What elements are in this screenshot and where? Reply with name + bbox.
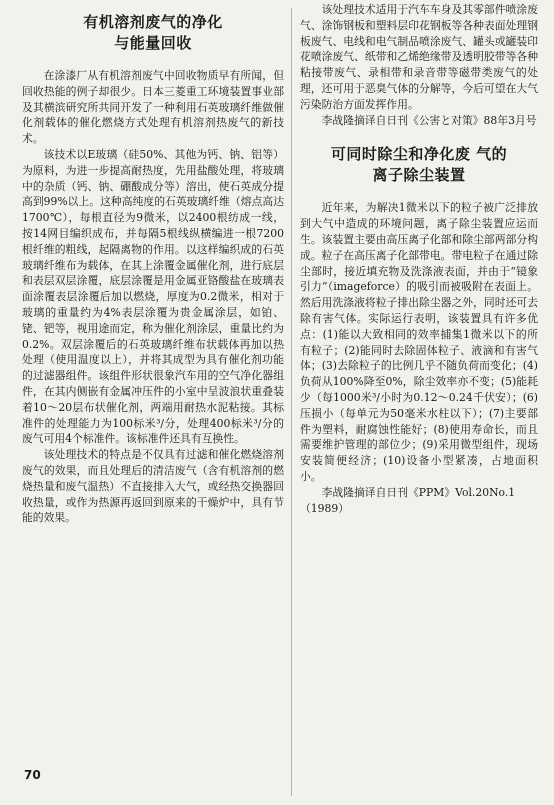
article1-paragraph: 该处理技术的特点是不仅具有过滤和催化燃烧溶剂废气的效果，而且处理后的清洁废气（含有机溶剂的燃烧热量和废气温热）不直接排入大气，或经热交换器回收热量，或作为热源再返回到原来的干燥炉中，具有节能的效果。 xyxy=(22,448,284,525)
article1-source: 李战隆摘译自日刊《公害と对策》88年3月号 xyxy=(321,113,537,127)
article1-title-line1: 有机溶剂废气的净化 xyxy=(83,13,223,31)
article1-title-line2: 与能量回收 xyxy=(114,34,192,52)
right-column xyxy=(300,0,538,516)
page-number: 70 xyxy=(24,768,41,782)
article2-paragraph: 近年来，为解决1微米以下的粒子被广泛排放到大气中造成的环境问题，离子除尘装置应运而生。该装置主要由高压离子化部和除尘部两部分构成。粒子在高压离子化部带电。带电粒子在通过除尘部时，接近填充物及洗涤液表面，并由于“镜象引力”（imageforce）的吸引而被吸附在表面上。然后用洗涤液将粒子排出除尘器之外，同时还可去除有害气体。实际运行表明，该装置具有许多优点：(1)能以大致相同的效率捕集1微米以下的所有粒子；(2)能同时去除固体粒子、液滴和有害气体；(3)去除粒子的比例几乎不随负荷而变化；(4)负荷从100%降至0%，除尘效率亦不变；(5)能耗少（每1000米³/小时为0.12～0.24千伏安）；(6)压损小（每单元为50毫米水柱以下）；(7)主要部件为塑料，耐腐蚀性能好；(8)使用寿命长，而且需要维护管理的部位少；(9)采用微型组件，现场安装简便经济；(10)设备小型紧凑，占地面积小。 xyxy=(300,201,538,483)
article1-paragraph: 在涂漆厂从有机溶剂废气中回收物质早有所闻，但回收热能的例子却很少。日本三菱重工环境装置事业部及其横滨研究所共同开发了一种利用石英玻璃纤维做催化剂载体的催化燃烧方式处理有机溶剂热废气的新技术。 xyxy=(22,69,284,146)
column-divider xyxy=(291,8,292,796)
article2-title-line2: 离子除尘装置 xyxy=(372,166,466,185)
left-column xyxy=(22,0,284,526)
article1-paragraph: 该技术以E玻璃（硅50%、其他为钙、钠、铝等）为原料，为进一步提高耐热度，先用盐酸处理，将玻璃中的杂质（钙、钠、硼酸成分等）溶出，使石英成分提高到99%以上。这种高纯度的石英玻璃纤维（熔点高达1700℃），每根直径为9微米，以2400根纺成一线，按14网目编织成布，并每隔5根线纵横编进一根7200根纤维的粗线，起隔离物的作用。以这样编织成的石英玻璃纤维布为载体，在其上涂覆金属催化剂，进行底层和表层双层涂覆，底层涂覆是用金属亚铬酸盐在玻璃表面涂覆表层涂覆后加以燃烧，厚度为0.2微米，相对于玻璃的重量约为4%表层涂覆为贵金属涂层，如铂、铑、钯等，视用途而定，称为催化剂涂层，重量比约为0.2%。双层涂覆后的石英玻璃纤维布状载体再加以热处理（使用温度以上），并将其成型为具有催化剂功能的过滤器组件。该组件形状很象汽车用的空气净化器组件，在其内侧嵌有金属冲压件的小室中呈波浪状重叠装着10～20层布状催化剂，两端用耐热水泥粘接。其标准件的处理能力为100标米³/分，处理400标米³/分的废气可用4个标准件。该标准件还具有互换性。 xyxy=(22,147,284,446)
article2-source: 李战隆摘译自日刊《PPM》Vol.20No.1（1989） xyxy=(300,485,516,515)
article1-paragraph: 该处理技术适用于汽车车身及其零部件喷涂废气、涂饰钢板和塑料层印花钢板等各种表面处理钢板废气、电线和电气制品喷涂废气、罐头或罐装印花喷涂废气、纸带和乙烯绝缘带及透明胶带等各种粘接带废气、录相带和录音带等磁带类废气的处理，还可用于恶臭气体的分解等，今后可望在大气污染防治方面发挥作用。 xyxy=(300,3,538,111)
article2-title-line1: 可同时除尘和净化废 气的 xyxy=(330,145,508,164)
